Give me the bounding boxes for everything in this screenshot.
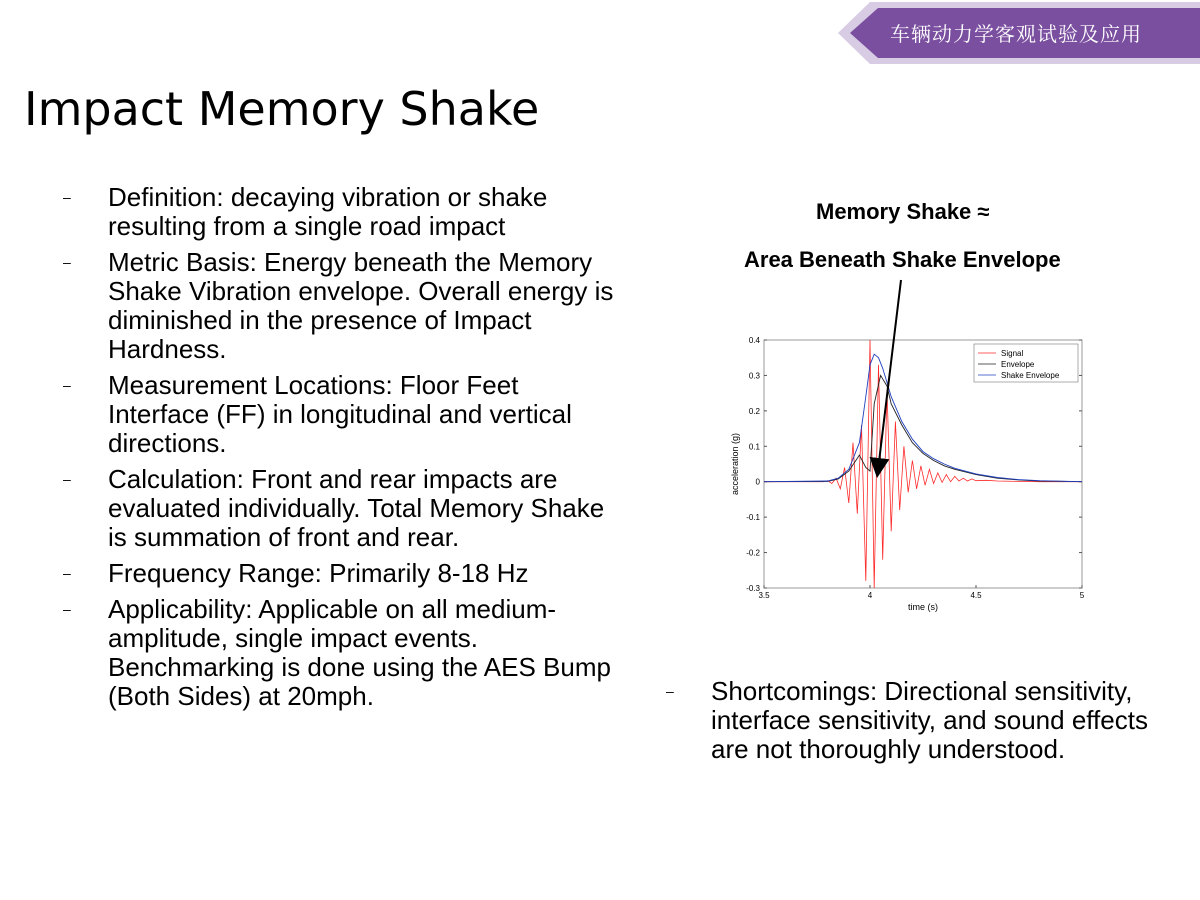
banner-title: 车辆动力学客观试验及应用 <box>890 22 1142 46</box>
series-line-envelope <box>764 375 1082 481</box>
y-tick-label: -0.1 <box>746 513 760 523</box>
x-tick-label: 4.5 <box>970 591 982 600</box>
list-item <box>60 559 620 588</box>
bullet-text: Frequency Range: Primarily 8-18 Hz <box>108 558 529 588</box>
x-tick-label: 3.5 <box>758 591 770 600</box>
bullet-text: Shortcomings: Directional sensitivity, interface sensitivity, and sound effects are not thoroughly understood. <box>711 676 1148 764</box>
bullet-text: Calculation: Front and rear impacts are evaluated individually. Total Memory Shake is summation of front and rear. <box>108 464 605 552</box>
bullet-marker: – <box>63 601 71 617</box>
legend-label: Shake Envelope <box>1001 371 1060 380</box>
list-item <box>60 183 620 241</box>
annotation-line-1: Memory Shake ≈ <box>816 199 990 224</box>
bullet-marker: – <box>63 254 71 270</box>
bullet-text: Measurement Locations: Floor Feet Interface (FF) in longitudinal and vertical directions. <box>108 370 572 458</box>
y-tick-label: 0 <box>755 477 760 487</box>
bullet-text: Metric Basis: Energy beneath the Memory Shake Vibration envelope. Overall energy is diminished in the presence of Impact Hardness. <box>108 247 614 364</box>
bullet-text: Applicability: Applicable on all medium-amplitude, single impact events. Benchmarking is done using the AES Bump (Both Sides) at 20mph. <box>108 594 611 711</box>
list-item <box>60 248 620 364</box>
list-item <box>60 595 620 711</box>
list-item <box>60 371 620 458</box>
legend-label: Signal <box>1001 349 1024 358</box>
x-tick-label: 5 <box>1079 591 1085 600</box>
annotation-line-2: Area Beneath Shake Envelope <box>744 247 1061 272</box>
y-tick-label: 0.3 <box>748 371 760 381</box>
header-banner <box>834 0 1200 66</box>
y-tick-label: -0.3 <box>746 584 760 593</box>
bullet-marker: – <box>63 377 71 393</box>
bullet-text: Definition: decaying vibration or shake resulting from a single road impact <box>108 182 548 241</box>
bullet-marker: – <box>63 565 71 581</box>
slide-title: Impact Memory Shake <box>24 82 540 136</box>
y-tick-label: -0.2 <box>746 548 760 558</box>
legend-label: Envelope <box>1001 360 1035 369</box>
list-item <box>60 465 620 552</box>
bullet-marker: – <box>666 683 674 699</box>
list-item <box>663 677 1183 764</box>
bullet-marker: – <box>63 471 71 487</box>
x-tick-label: 4 <box>867 591 873 600</box>
bullet-list-right <box>663 677 1183 764</box>
bullet-list <box>60 183 620 718</box>
y-tick-label: 0.2 <box>748 406 760 416</box>
acceleration-chart <box>720 272 1100 622</box>
annotation-arrow <box>878 280 901 470</box>
x-axis-label: time (s) <box>908 602 938 612</box>
y-tick-label: 0.4 <box>748 336 760 345</box>
y-tick-label: 0.1 <box>748 442 760 452</box>
bullet-marker: – <box>63 189 71 205</box>
y-axis-label: acceleration (g) <box>730 432 740 496</box>
